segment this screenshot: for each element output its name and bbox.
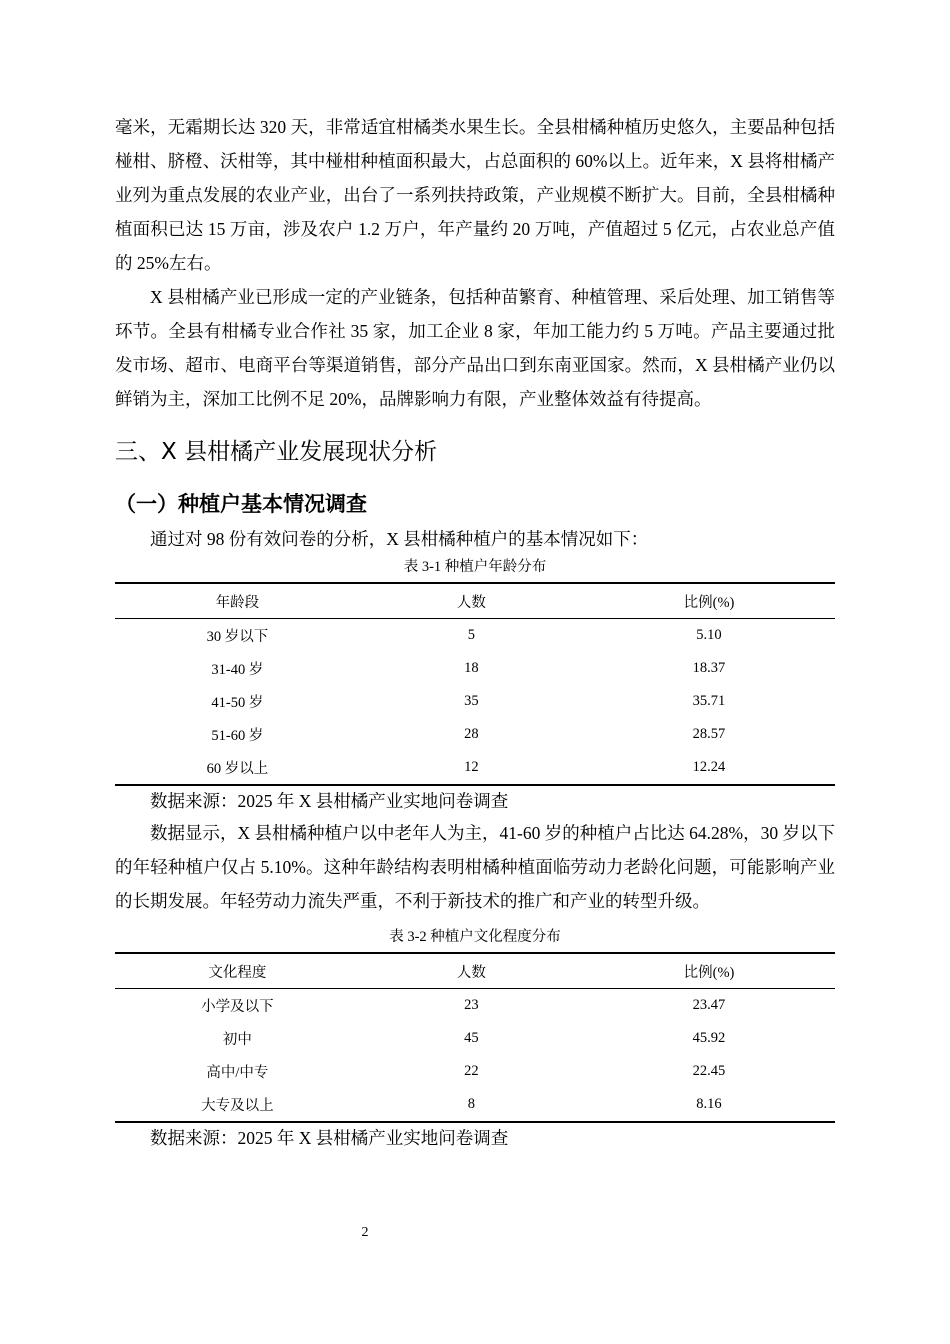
table-row xyxy=(115,685,835,718)
table-cell: 35 xyxy=(464,693,479,709)
table-caption: 表 3-2 种植户文化程度分布 xyxy=(389,929,561,945)
table-cell: 12.24 xyxy=(692,759,726,775)
table-cell: 28 xyxy=(464,726,479,742)
table-cell: 41-50 岁 xyxy=(211,695,264,711)
table-row xyxy=(115,989,835,1023)
table-cell: 30 岁以下 xyxy=(206,629,269,645)
page-number: 2 xyxy=(361,1225,369,1240)
table-cell: 23 xyxy=(464,997,479,1013)
column-header: 人数 xyxy=(456,594,486,611)
table-cell: 12 xyxy=(464,759,479,775)
table-cell: 5 xyxy=(467,627,476,643)
table-cell: 小学及以下 xyxy=(201,999,274,1015)
table-row xyxy=(115,1055,835,1088)
table-cell: 60 岁以上 xyxy=(206,761,269,777)
table-cell: 8 xyxy=(467,1096,476,1112)
table-cell: 31-40 岁 xyxy=(211,662,264,678)
column-header: 人数 xyxy=(456,964,486,981)
table-row xyxy=(115,751,835,785)
table-cell: 35.71 xyxy=(692,693,726,709)
table-cell: 18 xyxy=(464,660,479,676)
table-source: 数据来源：2025 年 X 县柑橘产业实地问卷调查 xyxy=(150,1128,509,1148)
table-cell: 23.47 xyxy=(692,997,726,1013)
column-header: 年龄段 xyxy=(215,594,260,611)
table-cell: 初中 xyxy=(222,1032,252,1048)
table-cell: 5.10 xyxy=(696,627,722,643)
table-cell: 28.57 xyxy=(692,726,726,742)
table-caption: 表 3-1 种植户年龄分布 xyxy=(403,559,547,575)
table-header-row xyxy=(115,953,835,989)
column-header: 文化程度 xyxy=(208,964,267,981)
analysis-paragraph: 数据显示，X 县柑橘种植户以中老年人为主，41-60 岁的种植户占比达 64.28%，30 岁以下的年轻种植户仅占 5.10%。这种年龄结构表明柑橘种植面临劳动力老龄化问题，可能影响产业的长期发展。年轻劳动力流失严重，不利于新技术的推广和产业的转型升级。 xyxy=(115,823,835,911)
intro-paragraph: 通过对 98 份有效问卷的分析，X 县柑橘种植户的基本情况如下： xyxy=(150,529,649,549)
table-cell: 45 xyxy=(464,1030,479,1046)
subsection-heading: （一）种植户基本情况调查 xyxy=(115,492,367,516)
table-cell: 18.37 xyxy=(692,660,726,676)
table-cell: 22 xyxy=(464,1063,479,1079)
table-header-row xyxy=(115,583,835,619)
table-cell: 大专及以上 xyxy=(201,1098,274,1114)
table-cell: 45.92 xyxy=(692,1030,726,1046)
column-header: 比例(%) xyxy=(683,964,735,981)
body-paragraph: 毫米，无霜期长达 320 天，非常适宜柑橘类水果生长。全县柑橘种植历史悠久，主要品种包括椪柑、脐橙、沃柑等，其中椪柑种植面积最大，占总面积的 60%以上。近年来，X 县将柑橘产业列为重点发展的农业产业，出台了一系列扶持政策，产业规模不断扩大。目前，全县柑橘种植面积已达 15 万亩，涉及农户 1.2 万户，年产量约 20 万吨，产值超过 5 亿元，占农业总产值的 25%左右。 xyxy=(115,117,835,273)
table-row xyxy=(115,652,835,685)
table-row xyxy=(115,1088,835,1122)
education-distribution-table xyxy=(115,952,835,1123)
table-cell: 22.45 xyxy=(692,1063,726,1079)
table-cell: 51-60 岁 xyxy=(211,728,264,744)
column-header: 比例(%) xyxy=(683,594,735,611)
table-row xyxy=(115,619,835,653)
age-distribution-table xyxy=(115,582,835,786)
document-page xyxy=(115,110,835,1153)
section-heading: 三、X 县柑橘产业发展现状分析 xyxy=(115,439,438,465)
table-row xyxy=(115,718,835,751)
table-cell: 高中/中专 xyxy=(206,1065,269,1081)
table-row xyxy=(115,1022,835,1055)
table-source: 数据来源：2025 年 X 县柑橘产业实地问卷调查 xyxy=(150,791,509,811)
table-cell: 8.16 xyxy=(696,1096,722,1112)
body-paragraph: X 县柑橘产业已形成一定的产业链条，包括种苗繁育、种植管理、采后处理、加工销售等环节。全县有柑橘专业合作社 35 家，加工企业 8 家，年加工能力约 5 万吨。产品主要通过批发市场、超市、电商平台等渠道销售，部分产品出口到东南亚国家。然而，X 县柑橘产业仍以鲜销为主，深加工比例不足 20%，品牌影响力有限，产业整体效益有待提高。 xyxy=(115,287,835,409)
